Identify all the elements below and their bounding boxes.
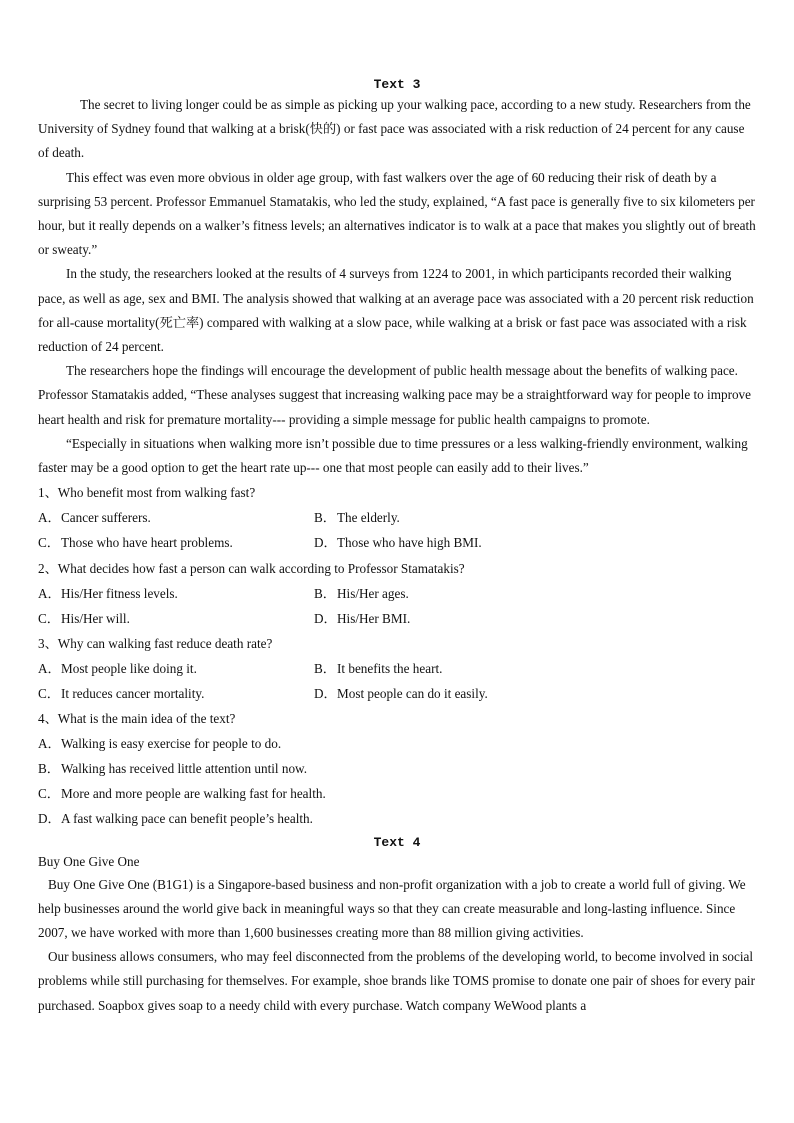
text3-section	[38, 77, 756, 832]
option-c[interactable]	[38, 781, 326, 806]
option-letter: B．	[38, 761, 60, 777]
option-letter: D．	[314, 610, 337, 626]
option-a[interactable]	[38, 656, 314, 681]
question-3	[38, 631, 756, 706]
option-letter: D．	[38, 811, 61, 827]
question-number: 1、	[38, 485, 58, 501]
option-d[interactable]	[38, 806, 313, 831]
option-text: It reduces cancer mortality.	[61, 686, 205, 701]
question-number: 3、	[38, 635, 58, 651]
option-letter: A．	[38, 510, 61, 526]
option-text: His/Her fitness levels.	[61, 585, 178, 601]
option-text: Most people can do it easily.	[337, 686, 488, 701]
option-letter: A．	[38, 585, 61, 601]
option-letter: D．	[314, 686, 337, 701]
option-text: Walking is easy exercise for people to do.	[61, 736, 282, 752]
option-letter: C．	[38, 610, 60, 626]
option-c[interactable]	[38, 681, 314, 706]
option-letter: A．	[38, 736, 61, 752]
text3-title: Text 3	[373, 77, 421, 92]
option-a[interactable]	[38, 505, 314, 530]
option-a[interactable]	[38, 581, 314, 606]
question-text: What is the main idea of the text?	[57, 711, 236, 727]
option-letter: A．	[38, 660, 61, 676]
question-number: 4、	[38, 711, 58, 727]
question-text: Why can walking fast reduce death rate?	[57, 635, 273, 651]
option-text: Walking has received little attention until now.	[61, 761, 308, 777]
text3-paragraph-5: “Especially in situations when walking more isn’t possible due to time pressures or a less walking-friendly environment, walking faster may be a good option to get the heart rate up--- one that most people can easily add to their lives.”	[38, 435, 748, 476]
question-2	[38, 556, 756, 631]
option-b[interactable]	[314, 505, 756, 530]
option-letter: D．	[314, 535, 337, 551]
text4-heading: Buy One Give One	[38, 853, 140, 869]
text4-paragraph-1: Buy One Give One (B1G1) is a Singapore-based business and non-profit organization with a job to create a world full of giving. We help businesses around the world give back in meaningful ways so that they can create measurable and long-lasting influence. Since 2007, we have worked with more than 1,600 businesses creating more than 88 million giving activities.	[38, 876, 746, 940]
option-d[interactable]	[314, 606, 756, 631]
option-text: Those who have heart problems.	[61, 535, 233, 551]
option-text: His/Her BMI.	[337, 610, 411, 626]
text3-paragraph-1: The secret to living longer could be as simple as picking up your walking pace, according to a new study. Researchers from the University of Sydney found that walking at a brisk(快的) or fast pace was associated with a risk reduction of 24 percent for any cause of death.	[38, 97, 751, 161]
option-a[interactable]	[38, 731, 281, 756]
option-letter: B．	[314, 660, 336, 676]
option-text: His/Her ages.	[337, 585, 409, 601]
question-stem	[38, 706, 756, 731]
option-d[interactable]	[314, 530, 756, 555]
text4-paragraph-2: Our business allows consumers, who may feel disconnected from the problems of the developing world, to become involved in social problems while still purchasing for themselves. For example, shoe brands like TOMS promise to donate one pair of shoes for every pair purchased. Soapbox gives soap to a needy child with every purchase. Watch company WeWood plants a	[38, 949, 755, 1013]
option-letter: C．	[38, 686, 60, 701]
option-text: Cancer sufferers.	[61, 510, 151, 526]
option-d[interactable]	[314, 681, 756, 706]
text4-section	[38, 835, 756, 1018]
option-text: Those who have high BMI.	[337, 535, 482, 551]
question-stem	[38, 480, 756, 505]
option-letter: C．	[38, 535, 60, 551]
option-text: It benefits the heart.	[337, 660, 443, 676]
option-text: A fast walking pace can benefit people’s health.	[61, 811, 313, 827]
option-letter: B．	[314, 510, 336, 526]
text4-title: Text 4	[373, 834, 421, 850]
question-text: Who benefit most from walking fast?	[57, 485, 256, 501]
option-text: His/Her will.	[61, 610, 130, 626]
document-page	[38, 77, 756, 1018]
text3-paragraph-3: In the study, the researchers looked at the results of 4 surveys from 1224 to 2001, in which participants recorded their walking pace, as well as age, sex and BMI. The analysis showed that walking at an average pace was associated with a 20 percent risk reduction for all-cause mortality(死亡率) compared with walking at a slow pace, while walking at a brisk or fast pace was associated with a risk reduction of 24 percent.	[38, 266, 754, 355]
option-b[interactable]	[314, 656, 756, 681]
option-b[interactable]	[314, 581, 756, 606]
question-4	[38, 706, 756, 831]
question-stem	[38, 631, 756, 656]
option-c[interactable]	[38, 530, 314, 555]
question-1	[38, 480, 756, 555]
option-text: The elderly.	[337, 510, 400, 526]
option-letter: B．	[314, 585, 336, 601]
question-number: 2、	[38, 560, 58, 576]
option-text: More and more people are walking fast for health.	[61, 786, 326, 802]
option-c[interactable]	[38, 606, 314, 631]
text3-paragraph-4: The researchers hope the findings will encourage the development of public health message about the benefits of walking pace. Professor Stamatakis added, “These analyses suggest that increasing walking pace may be a straightforward way for people to improve heart health and risk for premature mortality--- providing a simple message for public health campaigns to promote.	[38, 363, 752, 427]
text3-paragraph-2: This effect was even more obvious in older age group, with fast walkers over the age of 60 reducing their risk of death by a surprising 53 percent. Professor Emmanuel Stamatakis, who led the study, explained, “A fast pace is generally five to six kilometers per hour, but it really depends on a walker’s fitness levels; an alternatives indicator is to walk at a pace that makes you slightly out of breath or sweaty.”	[38, 169, 756, 258]
question-stem	[38, 556, 756, 581]
option-b[interactable]	[38, 756, 307, 781]
question-text: What decides how fast a person can walk according to Professor Stamatakis?	[57, 560, 465, 576]
option-letter: C．	[38, 786, 60, 802]
option-text: Most people like doing it.	[61, 660, 197, 676]
